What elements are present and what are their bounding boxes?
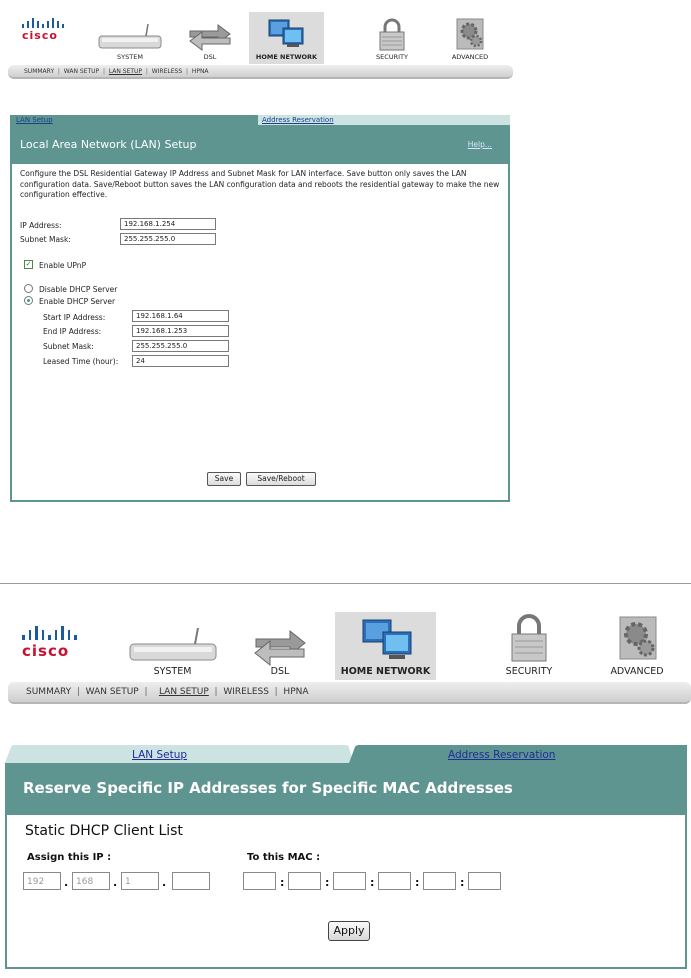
- top-nav-1: [0, 0, 520, 85]
- end-ip-field[interactable]: 192.168.1.253: [132, 325, 229, 337]
- nav-label: SECURITY: [376, 53, 408, 61]
- to-mac-label: To this MAC :: [247, 852, 321, 863]
- subnav-separator: |: [208, 687, 224, 697]
- nav-label: ADVANCED: [451, 53, 489, 61]
- computers-icon: [361, 618, 415, 662]
- subnav-wan-setup[interactable]: WAN SETUP: [63, 67, 100, 75]
- panel-body: [5, 815, 687, 969]
- apply-button[interactable]: Apply: [328, 921, 370, 941]
- enable-dhcp-radio[interactable]: [24, 296, 33, 305]
- subnav-separator: |: [142, 67, 152, 75]
- subnav-separator: |: [182, 67, 192, 75]
- enable-dhcp-label: Enable DHCP Server: [39, 297, 116, 306]
- nav-label: DSL: [203, 53, 217, 61]
- subnav-hpna[interactable]: HPNA: [283, 687, 309, 697]
- panel-body: [10, 164, 510, 502]
- cisco-logo: [22, 626, 84, 666]
- nav-home-network[interactable]: [249, 12, 324, 64]
- ip-address-label: IP Address:: [20, 221, 62, 230]
- page-title: Reserve Specific IP Addresses for Specific MAC Addresses: [23, 779, 513, 797]
- router-icon: [127, 628, 219, 668]
- subnav-summary[interactable]: SUMMARY: [24, 67, 55, 75]
- router-icon: [96, 24, 164, 54]
- help-link[interactable]: Help...: [467, 140, 492, 149]
- nav-home-network[interactable]: [335, 612, 436, 680]
- subnav-lan-setup[interactable]: LAN SETUP: [108, 67, 143, 75]
- nav-dsl[interactable]: [245, 618, 315, 680]
- dot-separator: .: [64, 876, 69, 889]
- subnet-mask-label: Subnet Mask:: [20, 235, 71, 244]
- cisco-wordmark: cisco: [22, 642, 70, 660]
- subnav-separator: |: [71, 687, 86, 697]
- ip-octet-field[interactable]: 168: [72, 872, 110, 890]
- save-reboot-button[interactable]: Save/Reboot: [246, 472, 316, 486]
- dot-separator: .: [113, 876, 118, 889]
- tab-shapes: [5, 745, 687, 763]
- mac-octet-field[interactable]: [288, 872, 321, 890]
- arrows-icon: [185, 22, 235, 52]
- ip-octet-field[interactable]: 1: [121, 872, 159, 890]
- nav-label: SECURITY: [505, 666, 553, 677]
- lock-icon: [377, 18, 407, 52]
- disable-dhcp-label: Disable DHCP Server: [39, 285, 118, 294]
- mac-octet-field[interactable]: [468, 872, 501, 890]
- leased-time-field[interactable]: 24: [132, 355, 229, 367]
- colon-separator: :: [415, 876, 420, 889]
- tab-address-reservation[interactable]: Address Reservation: [448, 749, 556, 761]
- sub-nav-bar: [8, 65, 513, 79]
- subnav-separator: |: [138, 687, 159, 697]
- nav-security[interactable]: [362, 14, 422, 64]
- dhcp-subnet-mask-field[interactable]: 255.255.255.0: [132, 340, 229, 352]
- disable-dhcp-radio[interactable]: [24, 284, 33, 293]
- computers-icon: [267, 18, 307, 48]
- mac-octet-field[interactable]: [378, 872, 411, 890]
- subnav-wireless[interactable]: WIRELESS: [151, 67, 183, 75]
- mac-octet-field[interactable]: [333, 872, 366, 890]
- end-ip-label: End IP Address:: [43, 327, 102, 336]
- enable-upnp-label: Enable UPnP: [39, 261, 87, 270]
- nav-label: SYSTEM: [117, 53, 143, 61]
- dhcp-subnet-mask-label: Subnet Mask:: [43, 342, 94, 351]
- mac-octet-field[interactable]: [243, 872, 276, 890]
- nav-security[interactable]: [494, 614, 564, 680]
- ip-octet-field[interactable]: [172, 872, 210, 890]
- assign-ip-label: Assign this IP :: [27, 852, 112, 863]
- subnav-separator: |: [268, 687, 284, 697]
- cisco-logo: [22, 18, 66, 48]
- subnav-wireless[interactable]: WIRELESS: [223, 687, 269, 697]
- subnav-hpna[interactable]: HPNA: [191, 67, 209, 75]
- nav-system[interactable]: [95, 14, 165, 64]
- gears-icon: [453, 17, 487, 51]
- subnav-separator: |: [99, 67, 109, 75]
- subnav-lan-setup[interactable]: LAN SETUP: [158, 687, 209, 697]
- colon-separator: :: [460, 876, 465, 889]
- arrows-icon: [250, 628, 310, 668]
- panel-header: [10, 125, 510, 164]
- subnet-mask-field[interactable]: 255.255.255.0: [120, 233, 216, 245]
- nav-label: ADVANCED: [610, 666, 664, 677]
- enable-upnp-checkbox[interactable]: ✓: [25, 260, 32, 268]
- nav-advanced[interactable]: [602, 614, 672, 680]
- lock-icon: [509, 614, 549, 664]
- gears-icon: [614, 614, 660, 662]
- leased-time-label: Leased Time (hour):: [43, 357, 119, 366]
- subnav-separator: |: [54, 67, 64, 75]
- tab-lan-setup[interactable]: LAN Setup: [16, 116, 53, 124]
- ip-octet-field[interactable]: 192: [23, 872, 61, 890]
- section-title: Static DHCP Client List: [25, 823, 183, 839]
- colon-separator: :: [325, 876, 330, 889]
- tab-label: Address Reservation: [262, 116, 334, 124]
- nav-label: SYSTEM: [153, 666, 192, 677]
- ip-address-field[interactable]: 192.168.1.254: [120, 218, 216, 230]
- dot-separator: .: [162, 876, 167, 889]
- nav-label: HOME NETWORK: [255, 53, 318, 61]
- nav-advanced[interactable]: [440, 14, 500, 64]
- colon-separator: :: [370, 876, 375, 889]
- subnav-summary[interactable]: SUMMARY: [26, 687, 72, 697]
- tab-lan-setup[interactable]: LAN Setup: [132, 749, 188, 761]
- nav-dsl[interactable]: [180, 14, 240, 64]
- nav-label: DSL: [270, 666, 290, 677]
- save-button[interactable]: Save: [207, 472, 241, 486]
- page-title: Local Area Network (LAN) Setup: [20, 138, 197, 151]
- top-nav-2: [0, 600, 691, 715]
- nav-label: HOME NETWORK: [340, 666, 431, 677]
- cisco-wordmark: cisco: [22, 29, 58, 42]
- panel-header: [5, 763, 687, 815]
- tab-address-reservation[interactable]: [258, 115, 510, 125]
- tab-bar: [5, 745, 687, 763]
- tab-bar: [10, 115, 510, 125]
- nav-system[interactable]: [125, 618, 220, 680]
- mac-octet-field[interactable]: [423, 872, 456, 890]
- start-ip-label: Start IP Address:: [43, 313, 106, 322]
- start-ip-field[interactable]: 192.168.1.64: [132, 310, 229, 322]
- description-text: Configure the DSL Residential Gateway IP Address and Subnet Mask for LAN interface. Save button only saves the LAN configuration data. Save/Reboot button saves the LAN configuration data and reboots the residential gateway to make the new configuration effective.: [20, 169, 500, 199]
- page-divider: [0, 583, 691, 584]
- subnav-wan-setup[interactable]: WAN SETUP: [85, 687, 139, 697]
- sub-nav-bar: [8, 682, 691, 704]
- colon-separator: :: [280, 876, 285, 889]
